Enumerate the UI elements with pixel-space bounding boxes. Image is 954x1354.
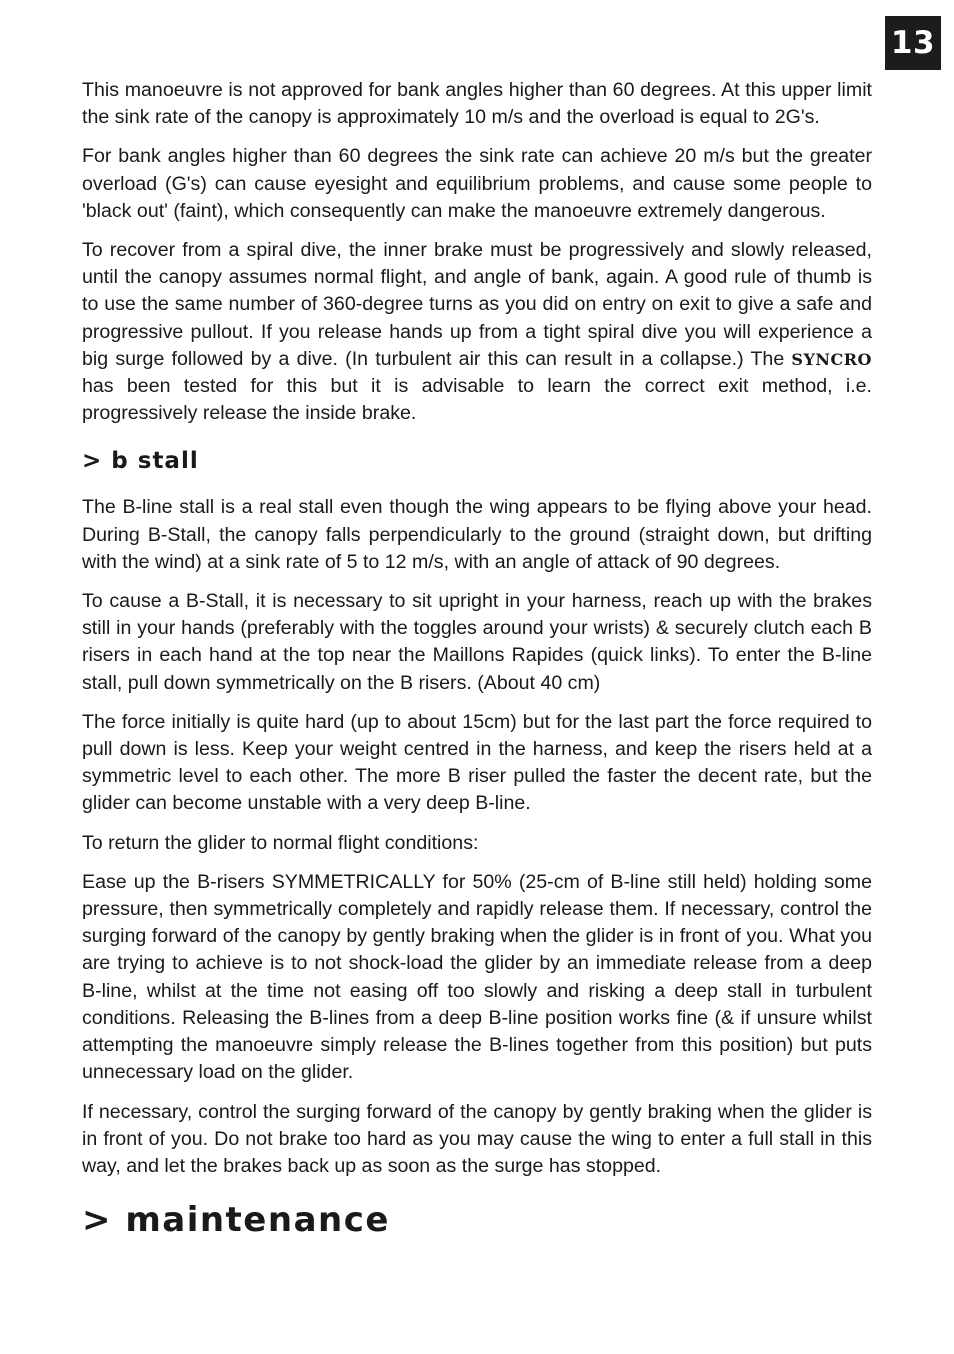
release-text-end: for 50% (25-cm of B-line still held) holding some pressure, then symmetrically completely and rapidly release them. If necessary, control the surging forward of the canopy by gently braking when the glider is in front of you. What you are trying to achieve is to not shock-load the glider by an immediate release from a deep B-line, whilst at the time not easing off too slowly and risking a deep stall in turbulent conditions. Releasing the B-lines from a deep B-line position works fine (& if unsure whilst attempting the manoeuvre simply release the B-lines together from this position) but puts unnecessary load on the glider. (82, 870, 872, 1084)
paragraph-b-stall-entry: To cause a B-Stall, it is necessary to sit upright in your harness, reach up with the brakes still in your hands (preferably with the toggles around your wrists) & securely clutch each B risers in each hand at the top near the Maillons Rapides (quick links). To enter the B-line stall, pull down symmetrically on the B risers. (About 40 cm) (82, 590, 872, 694)
paragraph-b-stall-release (82, 869, 872, 1087)
release-text-start: Ease up the B-risers (82, 870, 272, 893)
paragraph-bank-angle-limit: This manoeuvre is not approved for bank angles higher than 60 degrees. At this upper limit the sink rate of the canopy is approximately 10 m/s and the overload is equal to 2G's. (82, 79, 872, 129)
b-stall-heading: > b stall (82, 448, 199, 475)
paragraph-b-stall-force: The force initially is quite hard (up to about 15cm) but for the last part the force required to pull down is less. Keep your weight centred in the harness, and keep the risers held at a symmetric level to each other. The more B riser pulled the faster the decent rate, but the glider can become unstable with a very deep B-line. (82, 710, 872, 815)
maintenance-heading: > maintenance (82, 1200, 390, 1241)
recovery-text-end: has been tested for this but it is advisable to learn the correct exit method, i.e. progressively release the inside brake. (82, 375, 872, 425)
paragraph-b-stall-intro: The B-line stall is a real stall even though the wing appears to be flying above your head. During B-Stall, the canopy falls perpendicularly to the ground (straight down, but drifting with the wind) at a sink rate of 5 to 12 m/s, with an angle of attack of 90 degrees. (82, 496, 872, 573)
brand-name-syncro: SYNCRO (791, 349, 872, 369)
recovery-text-start: To recover from a spiral dive, the inner brake must be progressively and slowly released, until the canopy assumes normal flight, and angle of bank, again. A good rule of thumb is to use the same number of 360-degree turns as you did on entry on exit to give a safe and progressive pullout. If you release hands up from a tight spiral dive you will experience a big surge followed by a dive. (In turbulent air this can result in a collapse.) The (82, 239, 872, 370)
paragraph-spiral-recovery (82, 237, 872, 427)
page-number: 13 (885, 16, 941, 70)
page-content (82, 77, 872, 1240)
paragraph-surge-braking: If necessary, control the surging forward of the canopy by gently braking when the glider is in front of you. Do not brake too hard as you may cause the wing to enter a full stall in this way, and let the brakes back up as soon as the surge has stopped. (82, 1100, 872, 1177)
paragraph-b-stall-return: To return the glider to normal flight conditions: (82, 831, 479, 854)
paragraph-bank-angle-danger: For bank angles higher than 60 degrees the sink rate can achieve 20 m/s but the greater overload (G's) can cause eyesight and equilibrium problems, and cause some people to 'black out' (faint), which consequently can make the manoeuvre extremely dangerous. (82, 145, 872, 222)
symmetrically-emphasis: SYMMETRICALLY (271, 870, 436, 893)
